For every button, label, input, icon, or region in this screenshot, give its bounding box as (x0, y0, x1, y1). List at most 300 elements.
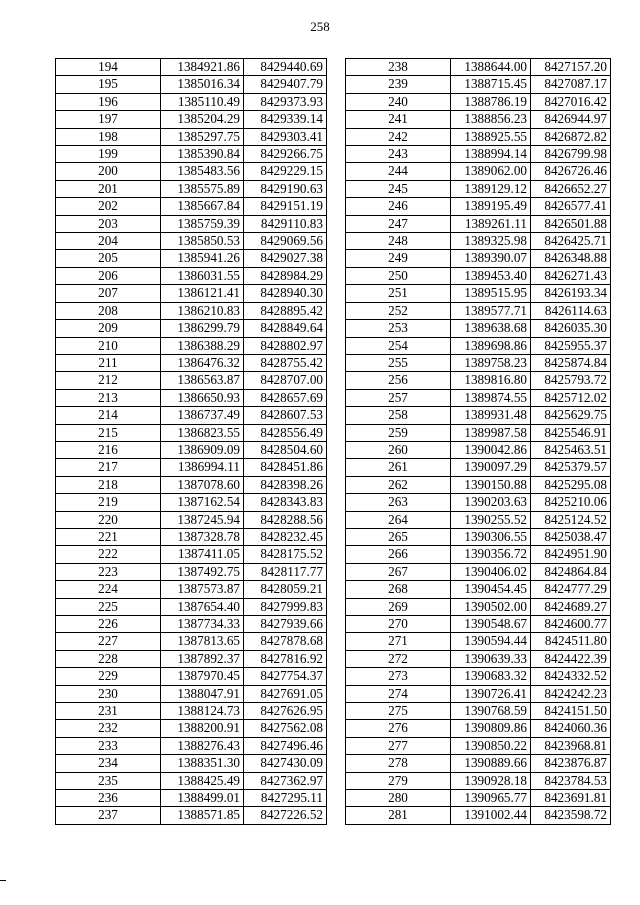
x-coordinate-cell: 1387328.78 (161, 528, 244, 545)
y-coordinate-cell: 8428117.77 (244, 563, 327, 580)
x-coordinate-cell: 1387078.60 (161, 476, 244, 493)
x-coordinate-cell: 1387245.94 (161, 511, 244, 528)
table-row (346, 737, 611, 754)
x-coordinate-cell: 1385204.29 (161, 111, 244, 128)
y-coordinate-cell: 8429373.93 (244, 93, 327, 110)
y-coordinate-cell: 8425379.57 (531, 459, 611, 476)
y-coordinate-cell: 8424151.50 (531, 703, 611, 720)
y-coordinate-cell: 8427016.42 (531, 93, 611, 110)
y-coordinate-cell: 8429190.63 (244, 180, 327, 197)
table-row (56, 685, 327, 702)
x-coordinate-cell: 1389987.58 (451, 424, 531, 441)
point-number-cell: 213 (56, 389, 161, 406)
point-number-cell: 265 (346, 528, 451, 545)
x-coordinate-cell: 1387573.87 (161, 581, 244, 598)
x-coordinate-cell: 1389874.55 (451, 389, 531, 406)
table-row (346, 459, 611, 476)
table-row (346, 685, 611, 702)
point-number-cell: 203 (56, 215, 161, 232)
y-coordinate-cell: 8427157.20 (531, 59, 611, 76)
point-number-cell: 256 (346, 372, 451, 389)
point-number-cell: 215 (56, 424, 161, 441)
y-coordinate-cell: 8426799.98 (531, 146, 611, 163)
point-number-cell: 235 (56, 772, 161, 789)
table-row (56, 546, 327, 563)
x-coordinate-cell: 1390502.00 (451, 598, 531, 615)
x-coordinate-cell: 1388715.45 (451, 76, 531, 93)
table-row (56, 668, 327, 685)
y-coordinate-cell: 8428755.42 (244, 354, 327, 371)
y-coordinate-cell: 8429440.69 (244, 59, 327, 76)
y-coordinate-cell: 8425463.51 (531, 441, 611, 458)
x-coordinate-cell: 1385850.53 (161, 233, 244, 250)
table-row (346, 76, 611, 93)
point-number-cell: 244 (346, 163, 451, 180)
y-coordinate-cell: 8428849.64 (244, 320, 327, 337)
x-coordinate-cell: 1386737.49 (161, 407, 244, 424)
x-coordinate-cell: 1386476.32 (161, 354, 244, 371)
table-row (346, 616, 611, 633)
y-coordinate-cell: 8427362.97 (244, 772, 327, 789)
y-coordinate-cell: 8429229.15 (244, 163, 327, 180)
x-coordinate-cell: 1385016.34 (161, 76, 244, 93)
y-coordinate-cell: 8424511.80 (531, 633, 611, 650)
y-coordinate-cell: 8425955.37 (531, 337, 611, 354)
table-row (56, 372, 327, 389)
x-coordinate-cell: 1390454.45 (451, 581, 531, 598)
point-number-cell: 221 (56, 528, 161, 545)
table-row (56, 285, 327, 302)
table-row (56, 180, 327, 197)
x-coordinate-cell: 1386210.83 (161, 302, 244, 319)
table-row (346, 790, 611, 807)
point-number-cell: 248 (346, 233, 451, 250)
x-coordinate-cell: 1389931.48 (451, 407, 531, 424)
y-coordinate-cell: 8424422.39 (531, 650, 611, 667)
x-coordinate-cell: 1384921.86 (161, 59, 244, 76)
y-coordinate-cell: 8427754.37 (244, 668, 327, 685)
point-number-cell: 196 (56, 93, 161, 110)
x-coordinate-cell: 1389129.12 (451, 180, 531, 197)
table-row (56, 215, 327, 232)
table-row (56, 511, 327, 528)
y-coordinate-cell: 8424951.90 (531, 546, 611, 563)
x-coordinate-cell: 1386121.41 (161, 285, 244, 302)
table-row (346, 563, 611, 580)
y-coordinate-cell: 8425546.91 (531, 424, 611, 441)
table-row (56, 737, 327, 754)
point-number-cell: 246 (346, 198, 451, 215)
point-number-cell: 277 (346, 737, 451, 754)
point-number-cell: 197 (56, 111, 161, 128)
table-row (56, 755, 327, 772)
table-row (346, 128, 611, 145)
point-number-cell: 209 (56, 320, 161, 337)
y-coordinate-cell: 8429151.19 (244, 198, 327, 215)
x-coordinate-cell: 1386299.79 (161, 320, 244, 337)
x-coordinate-cell: 1387813.65 (161, 633, 244, 650)
point-number-cell: 252 (346, 302, 451, 319)
point-number-cell: 227 (56, 633, 161, 650)
table-row (346, 163, 611, 180)
x-coordinate-cell: 1390639.33 (451, 650, 531, 667)
table-row (346, 424, 611, 441)
table-row (56, 111, 327, 128)
y-coordinate-cell: 8427430.09 (244, 755, 327, 772)
table-row (346, 441, 611, 458)
table-row (346, 320, 611, 337)
table-row (346, 372, 611, 389)
point-number-cell: 266 (346, 546, 451, 563)
point-number-cell: 243 (346, 146, 451, 163)
table-row (56, 163, 327, 180)
table-row (56, 389, 327, 406)
y-coordinate-cell: 8424864.84 (531, 563, 611, 580)
table-row (346, 93, 611, 110)
point-number-cell: 198 (56, 128, 161, 145)
table-row (346, 633, 611, 650)
y-coordinate-cell: 8429110.83 (244, 215, 327, 232)
point-number-cell: 269 (346, 598, 451, 615)
x-coordinate-cell: 1386909.09 (161, 441, 244, 458)
y-coordinate-cell: 8425210.06 (531, 494, 611, 511)
x-coordinate-cell: 1390965.77 (451, 790, 531, 807)
table-row (346, 494, 611, 511)
table-row (56, 93, 327, 110)
table-row (56, 720, 327, 737)
table-row (346, 511, 611, 528)
x-coordinate-cell: 1388499.01 (161, 790, 244, 807)
y-coordinate-cell: 8426501.88 (531, 215, 611, 232)
y-coordinate-cell: 8427878.68 (244, 633, 327, 650)
table-body-right (346, 59, 611, 825)
point-number-cell: 259 (346, 424, 451, 441)
y-coordinate-cell: 8424777.29 (531, 581, 611, 598)
y-coordinate-cell: 8425793.72 (531, 372, 611, 389)
x-coordinate-cell: 1385390.84 (161, 146, 244, 163)
point-number-cell: 211 (56, 354, 161, 371)
x-coordinate-cell: 1389515.95 (451, 285, 531, 302)
point-number-cell: 195 (56, 76, 161, 93)
table-row (56, 59, 327, 76)
point-number-cell: 216 (56, 441, 161, 458)
table-row (346, 389, 611, 406)
y-coordinate-cell: 8426872.82 (531, 128, 611, 145)
y-coordinate-cell: 8429027.38 (244, 250, 327, 267)
y-coordinate-cell: 8428707.00 (244, 372, 327, 389)
x-coordinate-cell: 1390809.86 (451, 720, 531, 737)
x-coordinate-cell: 1387654.40 (161, 598, 244, 615)
y-coordinate-cell: 8425712.02 (531, 389, 611, 406)
point-number-cell: 270 (346, 616, 451, 633)
table-row (346, 720, 611, 737)
table-row (346, 528, 611, 545)
y-coordinate-cell: 8427295.11 (244, 790, 327, 807)
point-number-cell: 234 (56, 755, 161, 772)
table-row (346, 755, 611, 772)
y-coordinate-cell: 8427999.83 (244, 598, 327, 615)
y-coordinate-cell: 8426425.71 (531, 233, 611, 250)
point-number-cell: 212 (56, 372, 161, 389)
x-coordinate-cell: 1388425.49 (161, 772, 244, 789)
y-coordinate-cell: 8426348.88 (531, 250, 611, 267)
x-coordinate-cell: 1386563.87 (161, 372, 244, 389)
x-coordinate-cell: 1390726.41 (451, 685, 531, 702)
point-number-cell: 204 (56, 233, 161, 250)
y-coordinate-cell: 8426114.63 (531, 302, 611, 319)
table-row (56, 233, 327, 250)
x-coordinate-cell: 1385667.84 (161, 198, 244, 215)
x-coordinate-cell: 1387411.05 (161, 546, 244, 563)
y-coordinate-cell: 8429407.79 (244, 76, 327, 93)
x-coordinate-cell: 1390255.52 (451, 511, 531, 528)
table-row (346, 807, 611, 824)
y-coordinate-cell: 8427087.17 (531, 76, 611, 93)
y-coordinate-cell: 8427496.46 (244, 737, 327, 754)
table-body-left (56, 59, 327, 825)
table-row (346, 267, 611, 284)
point-number-cell: 281 (346, 807, 451, 824)
x-coordinate-cell: 1390683.32 (451, 668, 531, 685)
y-coordinate-cell: 8428343.83 (244, 494, 327, 511)
table-row (346, 250, 611, 267)
y-coordinate-cell: 8426271.43 (531, 267, 611, 284)
point-number-cell: 260 (346, 441, 451, 458)
x-coordinate-cell: 1389758.23 (451, 354, 531, 371)
point-number-cell: 231 (56, 703, 161, 720)
x-coordinate-cell: 1388571.85 (161, 807, 244, 824)
y-coordinate-cell: 8429266.75 (244, 146, 327, 163)
x-coordinate-cell: 1388925.55 (451, 128, 531, 145)
x-coordinate-cell: 1386823.55 (161, 424, 244, 441)
y-coordinate-cell: 8423598.72 (531, 807, 611, 824)
table-row (56, 337, 327, 354)
y-coordinate-cell: 8429339.14 (244, 111, 327, 128)
point-number-cell: 226 (56, 616, 161, 633)
x-coordinate-cell: 1389638.68 (451, 320, 531, 337)
table-row (346, 581, 611, 598)
x-coordinate-cell: 1388124.73 (161, 703, 244, 720)
x-coordinate-cell: 1389261.11 (451, 215, 531, 232)
x-coordinate-cell: 1388047.91 (161, 685, 244, 702)
table-row (56, 528, 327, 545)
y-coordinate-cell: 8426944.97 (531, 111, 611, 128)
point-number-cell: 247 (346, 215, 451, 232)
point-number-cell: 262 (346, 476, 451, 493)
y-coordinate-cell: 8425874.84 (531, 354, 611, 371)
x-coordinate-cell: 1390548.67 (451, 616, 531, 633)
x-coordinate-cell: 1390928.18 (451, 772, 531, 789)
y-coordinate-cell: 8426652.27 (531, 180, 611, 197)
table-row (346, 337, 611, 354)
x-coordinate-cell: 1390097.29 (451, 459, 531, 476)
table-row (56, 407, 327, 424)
point-number-cell: 232 (56, 720, 161, 737)
x-coordinate-cell: 1385110.49 (161, 93, 244, 110)
point-number-cell: 274 (346, 685, 451, 702)
point-number-cell: 240 (346, 93, 451, 110)
point-number-cell: 264 (346, 511, 451, 528)
point-number-cell: 249 (346, 250, 451, 267)
table-row (56, 424, 327, 441)
point-number-cell: 261 (346, 459, 451, 476)
point-number-cell: 199 (56, 146, 161, 163)
x-coordinate-cell: 1388276.43 (161, 737, 244, 754)
y-coordinate-cell: 8428940.30 (244, 285, 327, 302)
point-number-cell: 257 (346, 389, 451, 406)
y-coordinate-cell: 8429303.41 (244, 128, 327, 145)
table-row (346, 650, 611, 667)
y-coordinate-cell: 8427939.66 (244, 616, 327, 633)
y-coordinate-cell: 8428607.53 (244, 407, 327, 424)
table-row (346, 215, 611, 232)
point-number-cell: 223 (56, 563, 161, 580)
x-coordinate-cell: 1388200.91 (161, 720, 244, 737)
x-coordinate-cell: 1388351.30 (161, 755, 244, 772)
y-coordinate-cell: 8423784.53 (531, 772, 611, 789)
y-coordinate-cell: 8423691.81 (531, 790, 611, 807)
point-number-cell: 241 (346, 111, 451, 128)
x-coordinate-cell: 1387492.75 (161, 563, 244, 580)
y-coordinate-cell: 8428232.45 (244, 528, 327, 545)
table-row (346, 476, 611, 493)
x-coordinate-cell: 1390406.02 (451, 563, 531, 580)
y-coordinate-cell: 8428657.69 (244, 389, 327, 406)
point-number-cell: 271 (346, 633, 451, 650)
x-coordinate-cell: 1390850.22 (451, 737, 531, 754)
y-coordinate-cell: 8427226.52 (244, 807, 327, 824)
x-coordinate-cell: 1385483.56 (161, 163, 244, 180)
y-coordinate-cell: 8428175.52 (244, 546, 327, 563)
x-coordinate-cell: 1390042.86 (451, 441, 531, 458)
x-coordinate-cell: 1387970.45 (161, 668, 244, 685)
x-coordinate-cell: 1388994.14 (451, 146, 531, 163)
table-row (346, 598, 611, 615)
y-coordinate-cell: 8428059.21 (244, 581, 327, 598)
table-row (56, 441, 327, 458)
point-number-cell: 268 (346, 581, 451, 598)
table-row (346, 772, 611, 789)
point-number-cell: 219 (56, 494, 161, 511)
y-coordinate-cell: 8426193.34 (531, 285, 611, 302)
point-number-cell: 267 (346, 563, 451, 580)
table-row (56, 459, 327, 476)
y-coordinate-cell: 8428556.49 (244, 424, 327, 441)
x-coordinate-cell: 1385297.75 (161, 128, 244, 145)
y-coordinate-cell: 8424332.52 (531, 668, 611, 685)
table-row (56, 320, 327, 337)
point-number-cell: 225 (56, 598, 161, 615)
point-number-cell: 280 (346, 790, 451, 807)
table-row (56, 76, 327, 93)
x-coordinate-cell: 1390150.88 (451, 476, 531, 493)
x-coordinate-cell: 1388856.23 (451, 111, 531, 128)
table-row (56, 772, 327, 789)
point-number-cell: 228 (56, 650, 161, 667)
table-row (56, 302, 327, 319)
table-row (56, 563, 327, 580)
table-row (346, 285, 611, 302)
y-coordinate-cell: 8424242.23 (531, 685, 611, 702)
point-number-cell: 218 (56, 476, 161, 493)
page-number: 258 (310, 19, 330, 34)
y-coordinate-cell: 8428895.42 (244, 302, 327, 319)
point-number-cell: 239 (346, 76, 451, 93)
point-number-cell: 278 (346, 755, 451, 772)
x-coordinate-cell: 1389453.40 (451, 267, 531, 284)
y-coordinate-cell: 8428288.56 (244, 511, 327, 528)
table-row (56, 616, 327, 633)
y-coordinate-cell: 8428504.60 (244, 441, 327, 458)
point-number-cell: 230 (56, 685, 161, 702)
point-number-cell: 205 (56, 250, 161, 267)
table-row (346, 407, 611, 424)
table-row (56, 581, 327, 598)
y-coordinate-cell: 8427816.92 (244, 650, 327, 667)
x-coordinate-cell: 1390306.55 (451, 528, 531, 545)
x-coordinate-cell: 1385941.26 (161, 250, 244, 267)
point-number-cell: 224 (56, 581, 161, 598)
point-number-cell: 202 (56, 198, 161, 215)
table-row (346, 703, 611, 720)
y-coordinate-cell: 8423968.81 (531, 737, 611, 754)
point-number-cell: 220 (56, 511, 161, 528)
point-number-cell: 222 (56, 546, 161, 563)
table-row (346, 302, 611, 319)
table-row (56, 790, 327, 807)
point-number-cell: 201 (56, 180, 161, 197)
point-number-cell: 258 (346, 407, 451, 424)
x-coordinate-cell: 1387162.54 (161, 494, 244, 511)
point-number-cell: 263 (346, 494, 451, 511)
y-coordinate-cell: 8427691.05 (244, 685, 327, 702)
x-coordinate-cell: 1386650.93 (161, 389, 244, 406)
y-coordinate-cell: 8428451.86 (244, 459, 327, 476)
x-coordinate-cell: 1389062.00 (451, 163, 531, 180)
y-coordinate-cell: 8426035.30 (531, 320, 611, 337)
x-coordinate-cell: 1389195.49 (451, 198, 531, 215)
table-row (56, 250, 327, 267)
y-coordinate-cell: 8428984.29 (244, 267, 327, 284)
y-coordinate-cell: 8425038.47 (531, 528, 611, 545)
y-coordinate-cell: 8427626.95 (244, 703, 327, 720)
point-number-cell: 236 (56, 790, 161, 807)
table-row (56, 598, 327, 615)
x-coordinate-cell: 1388644.00 (451, 59, 531, 76)
table-row (346, 668, 611, 685)
table-row (346, 233, 611, 250)
x-coordinate-cell: 1385759.39 (161, 215, 244, 232)
y-coordinate-cell: 8425124.52 (531, 511, 611, 528)
x-coordinate-cell: 1390203.63 (451, 494, 531, 511)
x-coordinate-cell: 1386031.55 (161, 267, 244, 284)
y-coordinate-cell: 8424600.77 (531, 616, 611, 633)
y-coordinate-cell: 8424689.27 (531, 598, 611, 615)
x-coordinate-cell: 1389325.98 (451, 233, 531, 250)
point-number-cell: 253 (346, 320, 451, 337)
x-coordinate-cell: 1390356.72 (451, 546, 531, 563)
y-coordinate-cell: 8427562.08 (244, 720, 327, 737)
x-coordinate-cell: 1389390.07 (451, 250, 531, 267)
point-number-cell: 276 (346, 720, 451, 737)
y-coordinate-cell: 8424060.36 (531, 720, 611, 737)
y-coordinate-cell: 8428802.97 (244, 337, 327, 354)
point-number-cell: 275 (346, 703, 451, 720)
point-number-cell: 200 (56, 163, 161, 180)
y-coordinate-cell: 8425629.75 (531, 407, 611, 424)
point-number-cell: 194 (56, 59, 161, 76)
y-coordinate-cell: 8426726.46 (531, 163, 611, 180)
